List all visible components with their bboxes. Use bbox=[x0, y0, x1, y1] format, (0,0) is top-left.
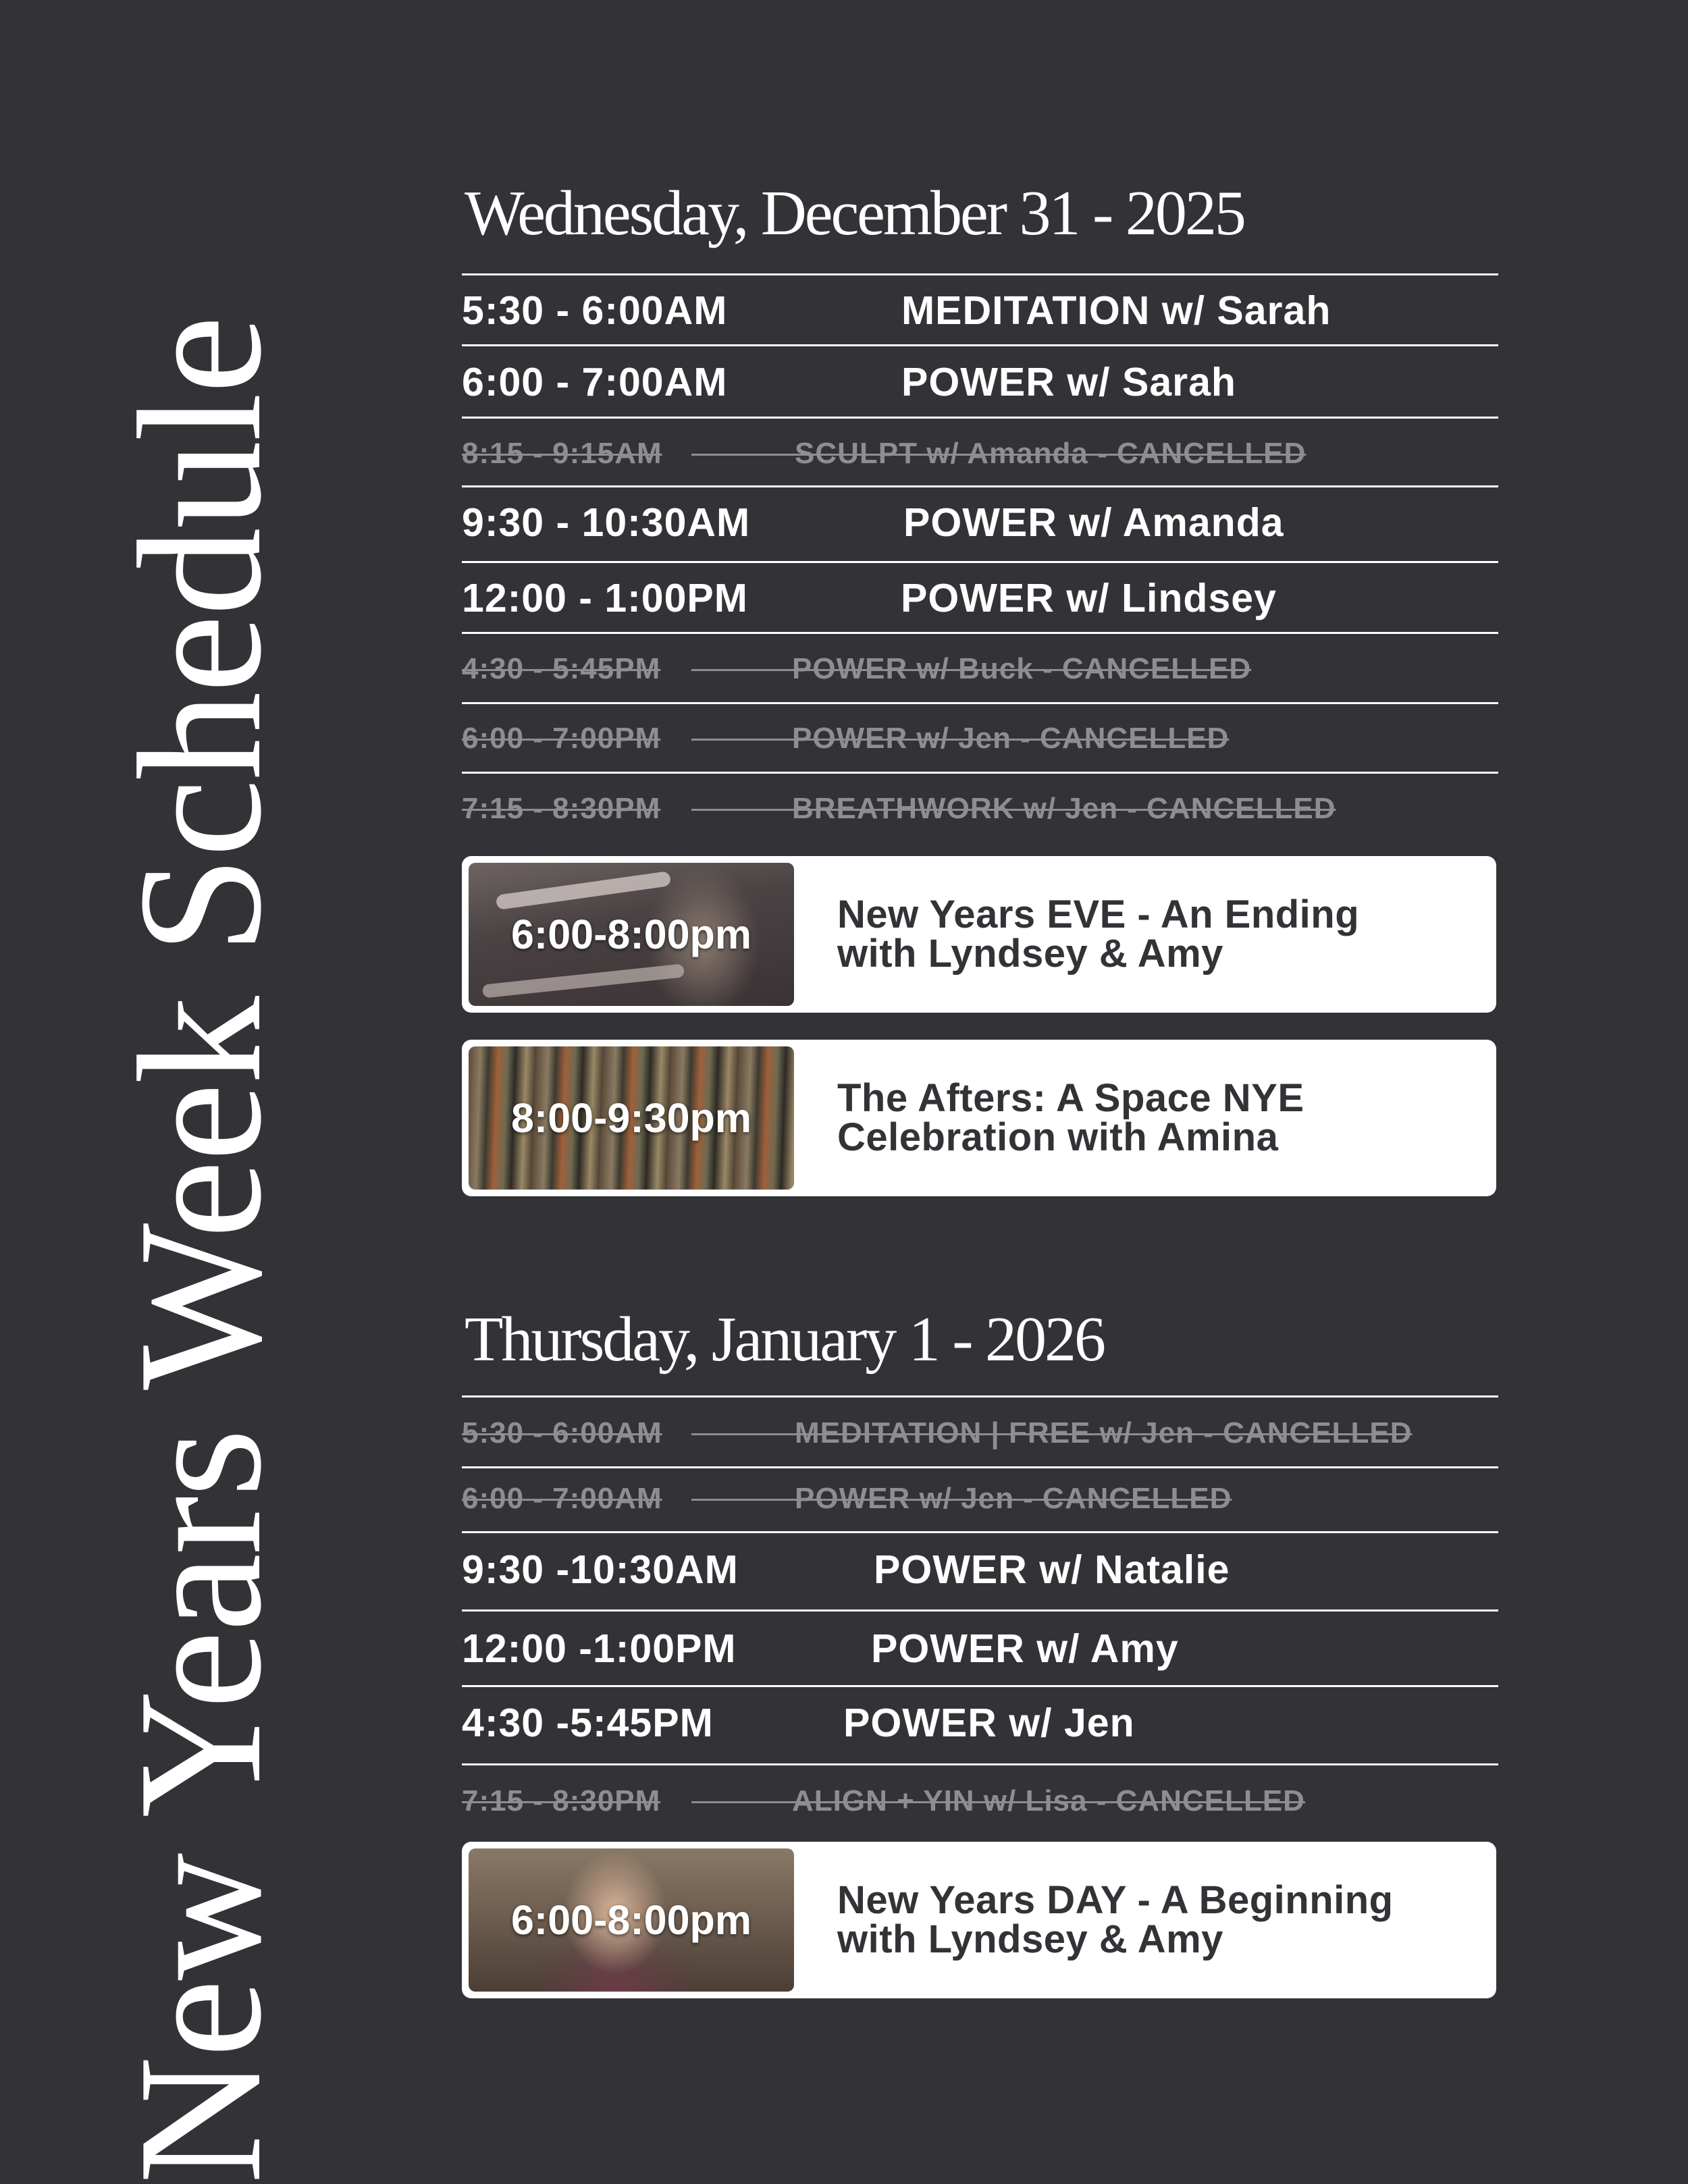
event-card[interactable] bbox=[462, 1842, 1496, 1998]
event-title bbox=[837, 856, 1483, 1013]
class-time: 9:30 - 10:30AM bbox=[462, 500, 751, 545]
class-row bbox=[462, 500, 1498, 547]
event-title-line: with Lyndsey & Amy bbox=[837, 1917, 1223, 1961]
class-name: MEDITATION | FREE w/ Jen - CANCELLED bbox=[795, 1416, 1413, 1449]
class-time: 9:30 -10:30AM bbox=[462, 1547, 739, 1592]
class-row-cancelled bbox=[462, 1482, 1498, 1516]
event-title bbox=[837, 1040, 1483, 1196]
class-row bbox=[462, 1547, 1498, 1594]
class-name: POWER w/ Lindsey bbox=[901, 576, 1277, 620]
class-name: POWER w/ Sarah bbox=[901, 360, 1236, 404]
event-title-line: with Lyndsey & Amy bbox=[837, 932, 1223, 976]
event-title-line: The Afters: A Space NYE bbox=[837, 1076, 1304, 1120]
divider bbox=[462, 772, 1498, 774]
event-photo bbox=[469, 863, 794, 1006]
class-row bbox=[462, 1626, 1498, 1673]
class-time: 8:15 - 9:15AM bbox=[462, 437, 662, 470]
event-title-line: New Years DAY - A Beginning bbox=[837, 1878, 1394, 1922]
class-name: POWER w/ Amanda bbox=[903, 500, 1284, 545]
class-time: 6:00 - 7:00PM bbox=[462, 722, 661, 755]
class-name: POWER w/ Buck - CANCELLED bbox=[792, 652, 1252, 685]
divider bbox=[462, 1395, 1498, 1397]
event-time: 8:00-9:30pm bbox=[511, 1095, 751, 1141]
class-time: 7:15 - 8:30PM bbox=[462, 1784, 661, 1817]
event-photo bbox=[469, 1848, 794, 1992]
event-card[interactable] bbox=[462, 1040, 1496, 1196]
divider bbox=[462, 273, 1498, 275]
class-time: 5:30 - 6:00AM bbox=[462, 1416, 662, 1449]
class-time: 4:30 - 5:45PM bbox=[462, 652, 661, 685]
class-time: 5:30 - 6:00AM bbox=[462, 288, 728, 333]
divider bbox=[462, 417, 1498, 419]
divider bbox=[462, 632, 1498, 634]
class-row-cancelled bbox=[462, 792, 1498, 826]
class-row bbox=[462, 1700, 1498, 1747]
divider bbox=[462, 1531, 1498, 1533]
class-row-cancelled bbox=[462, 1416, 1498, 1450]
class-name: POWER w/ Amy bbox=[871, 1626, 1179, 1671]
event-time: 6:00-8:00pm bbox=[511, 911, 751, 957]
event-time: 6:00-8:00pm bbox=[511, 1897, 751, 1943]
divider bbox=[462, 344, 1498, 346]
class-time: 6:00 - 7:00AM bbox=[462, 360, 728, 404]
day-heading-thursday: Thursday, January 1 - 2026 bbox=[465, 1304, 1105, 1375]
divider bbox=[462, 702, 1498, 704]
class-row-cancelled bbox=[462, 437, 1498, 471]
event-photo bbox=[469, 1046, 794, 1190]
event-title-line: Celebration with Amina bbox=[837, 1115, 1279, 1159]
divider bbox=[462, 561, 1498, 563]
event-title-line: New Years EVE - An Ending bbox=[837, 893, 1360, 936]
event-title bbox=[837, 1842, 1483, 1998]
class-time: 4:30 -5:45PM bbox=[462, 1701, 714, 1745]
class-name: POWER w/ Jen bbox=[843, 1701, 1135, 1745]
class-row-cancelled bbox=[462, 1784, 1498, 1818]
class-row bbox=[462, 359, 1498, 406]
class-name: POWER w/ Jen - CANCELLED bbox=[792, 722, 1230, 755]
divider bbox=[462, 1466, 1498, 1468]
divider bbox=[462, 1763, 1498, 1765]
divider bbox=[462, 1685, 1498, 1687]
class-name: MEDITATION w/ Sarah bbox=[901, 288, 1331, 333]
divider bbox=[462, 1609, 1498, 1612]
class-row-cancelled bbox=[462, 722, 1498, 755]
class-name: ALIGN + YIN w/ Lisa - CANCELLED bbox=[792, 1784, 1305, 1817]
class-time: 6:00 - 7:00AM bbox=[462, 1482, 662, 1515]
page-title: New Years Week Schedule bbox=[102, 317, 298, 2184]
class-name: POWER w/ Jen - CANCELLED bbox=[795, 1482, 1232, 1515]
class-time: 7:15 - 8:30PM bbox=[462, 792, 661, 825]
divider bbox=[462, 485, 1498, 487]
event-card[interactable] bbox=[462, 856, 1496, 1013]
class-time: 12:00 -1:00PM bbox=[462, 1626, 737, 1671]
class-row bbox=[462, 575, 1498, 622]
class-time: 12:00 - 1:00PM bbox=[462, 576, 748, 620]
class-row bbox=[462, 288, 1498, 335]
class-row-cancelled bbox=[462, 652, 1498, 686]
day-heading-wednesday: Wednesday, December 31 - 2025 bbox=[465, 178, 1244, 248]
class-name: POWER w/ Natalie bbox=[874, 1547, 1230, 1592]
class-name: BREATHWORK w/ Jen - CANCELLED bbox=[792, 792, 1336, 825]
class-name: SCULPT w/ Amanda - CANCELLED bbox=[795, 437, 1307, 470]
